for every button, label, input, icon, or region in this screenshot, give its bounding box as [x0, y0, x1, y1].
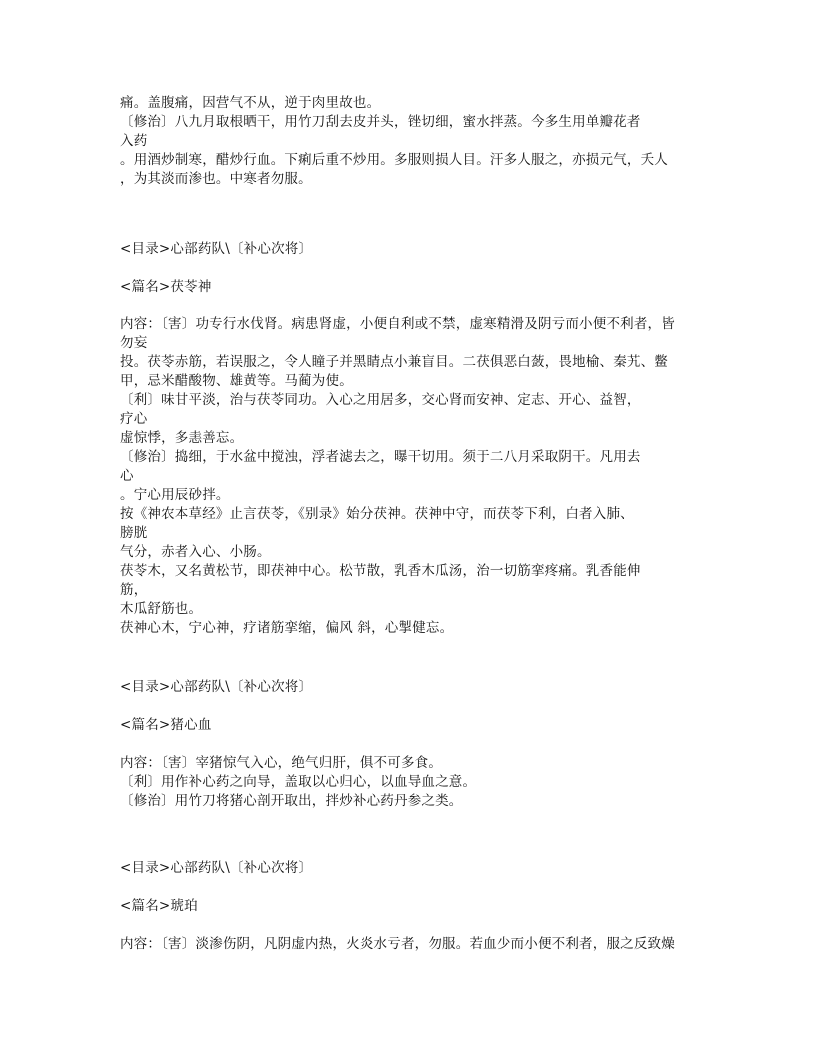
catalog-heading: <目录>心部药队\〔补心次将〕 [120, 860, 313, 876]
text-line: 气分，赤者入心、小肠。 [120, 544, 271, 560]
text-line: 虚惊悸，多恚善忘。 [120, 430, 244, 446]
text-line: 投。茯苓赤筋，若误服之，令人瞳子并黑睛点小兼盲目。二茯俱恶白蔹，畏地榆、秦艽、鳖 [120, 354, 668, 370]
catalog-heading: <目录>心部药队\〔补心次将〕 [120, 679, 313, 695]
text-line: ，为其淡而渗也。中寒者勿服。 [120, 171, 312, 187]
entry-title: <篇名>琥珀 [120, 898, 198, 914]
text-line: 筋， [120, 582, 148, 598]
text-line: 茯苓木，又名黄松节，即茯神中心。松节散，乳香木瓜汤，治一切筋挛疼痛。乳香能伸 [120, 563, 641, 579]
text-line: 甲，忌米醋酸物、雄黄等。马蔺为使。 [120, 373, 353, 389]
content-start-line: 内容：〔害〕功专行水伐肾。病患肾虚，小便自利或不禁，虚寒精滑及阴亏而小便不利者，皆 [120, 316, 675, 332]
catalog-heading: <目录>心部药队\〔补心次将〕 [120, 241, 313, 257]
text-line: 入药 [120, 133, 148, 149]
text-line: 〔修治〕捣细，于水盆中搅浊，浮者滤去之，曝干切用。须于二八月采取阴干。凡用去 [120, 449, 641, 465]
text-line: 。用酒炒制寒，醋炒行血。下痢后重不炒用。多服则损人目。汗多人服之，亦损元气，夭人 [120, 152, 668, 168]
text-line: 膀胱 [120, 525, 148, 541]
content-start-line: 内容：〔害〕淡渗伤阴，凡阴虚内热，火炎水亏者，勿服。若血少而小便不利者，服之反致燥 [120, 936, 675, 952]
text-line: 〔利〕用作补心药之向导，盖取以心归心，以血导血之意。 [120, 774, 477, 790]
text-line: 。宁心用辰砂拌。 [120, 487, 230, 503]
entry-title: <篇名>猪心血 [120, 717, 212, 733]
text-line: 按《神农本草经》止言茯苓，《别录》始分茯神。茯神中守，而茯苓下利，白者入肺、 [120, 506, 634, 522]
text-line: 〔修治〕八九月取根晒干，用竹刀刮去皮并头，锉切细，蜜水拌蒸。今多生用单瓣花者 [120, 114, 641, 130]
text-line: 茯神心木，宁心神，疗诸筋挛缩，偏风 斜，心掣健忘。 [120, 620, 454, 636]
text-line: 疗心 [120, 411, 148, 427]
text-line: 心 [120, 468, 134, 484]
text-line: 木瓜舒筋也。 [120, 601, 203, 617]
text-line: 痛。盖腹痛，因营气不从，逆于肉里故也。 [120, 95, 381, 111]
text-line: 〔修治〕用竹刀将猪心剖开取出，拌炒补心药丹参之类。 [120, 793, 463, 809]
text-line: 〔利〕味甘平淡，治与茯苓同功。入心之用居多，交心肾而安神、定志、开心、益智， [120, 392, 641, 408]
content-start-line: 内容：〔害〕宰猪惊气入心，绝气归肝，俱不可多食。 [120, 755, 443, 771]
entry-title: <篇名>茯苓神 [120, 279, 212, 295]
text-line: 勿妄 [120, 335, 148, 351]
